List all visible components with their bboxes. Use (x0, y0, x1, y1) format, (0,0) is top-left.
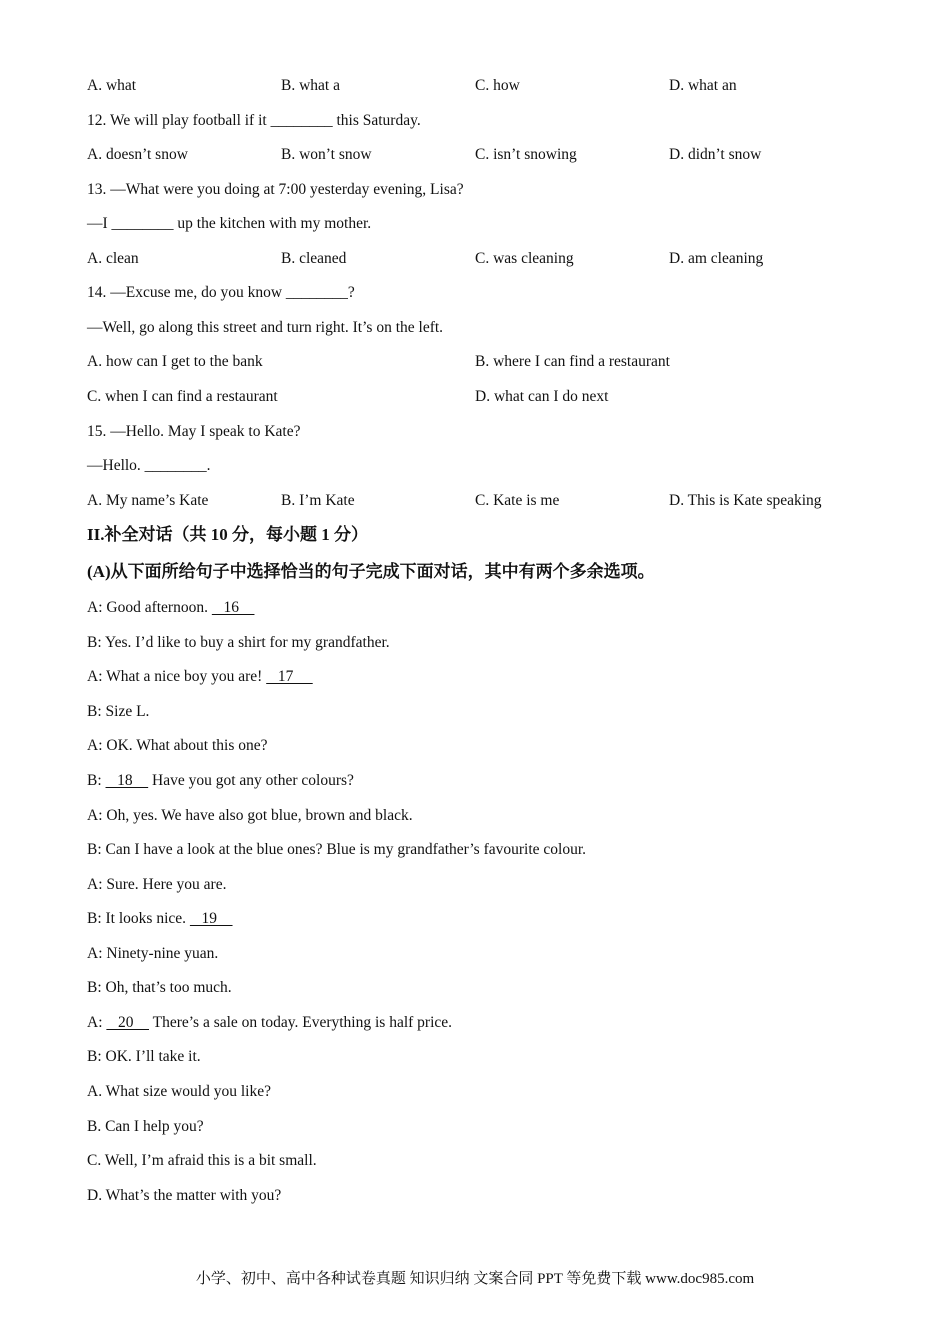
option-c: C. Kate is me (475, 492, 560, 509)
dialogue-line-10: B: It looks nice. 19 (87, 910, 233, 927)
dialogue-line-5: A: OK. What about this one? (87, 737, 268, 754)
option-b: B. won’t snow (281, 146, 372, 163)
dialogue-line-13: A: 20 There’s a sale on today. Everything is half price. (87, 1014, 453, 1031)
blank-20: 20 (106, 1014, 149, 1031)
option-b: B. where I can find a restaurant (475, 353, 670, 370)
option-a: A. doesn’t snow (87, 146, 188, 163)
choice-c: C. Well, I’m afraid this is a bit small. (87, 1152, 317, 1169)
q14-stem: 14. —Excuse me, do you know ________? (87, 284, 355, 301)
dialogue-line-12: B: Oh, that’s too much. (87, 979, 232, 996)
dialogue-line-4: B: Size L. (87, 703, 150, 720)
section-heading: II.补全对话（共 10 分，每小题 1 分） (87, 525, 368, 544)
option-a: A. what (87, 77, 137, 94)
q14-options-row2 (87, 387, 887, 407)
q15-stem: 15. —Hello. May I speak to Kate? (87, 423, 301, 440)
option-a: A. how can I get to the bank (87, 353, 263, 370)
q12-stem: 12. We will play football if it ________ this Saturday. (87, 112, 421, 129)
q12-options (87, 145, 887, 165)
option-b: B. what a (281, 77, 340, 94)
option-c: C. how (475, 77, 520, 94)
option-a: A. My name’s Kate (87, 492, 209, 509)
q13-options (87, 249, 887, 269)
q13-stem: 13. —What were you doing at 7:00 yesterday evening, Lisa? (87, 181, 464, 198)
dialogue-line-3: A: What a nice boy you are! 17 (87, 668, 313, 685)
dialogue-line-11: A: Ninety-nine yuan. (87, 945, 219, 962)
option-d: D. didn’t snow (669, 146, 762, 163)
q13-reply: —I ________ up the kitchen with my mother. (87, 215, 372, 232)
option-d: D. This is Kate speaking (669, 492, 822, 509)
option-d: D. what an (669, 77, 737, 94)
section-subheading: (A)从下面所给句子中选择恰当的句子完成下面对话，其中有两个多余选项。 (87, 562, 655, 581)
q15-options (87, 491, 887, 511)
dialogue-line-8: B: Can I have a look at the blue ones? Blue is my grandfather’s favourite colour. (87, 841, 587, 858)
q11-options (87, 76, 887, 96)
dialogue-line-6: B: 18 Have you got any other colours? (87, 772, 354, 789)
option-d: D. am cleaning (669, 250, 764, 267)
blank-16: 16 (211, 599, 255, 616)
option-c: C. was cleaning (475, 250, 574, 267)
choice-b: B. Can I help you? (87, 1118, 204, 1135)
option-b: B. I’m Kate (281, 492, 355, 509)
option-a: A. clean (87, 250, 139, 267)
blank-19: 19 (189, 910, 233, 927)
page-footer: 小学、初中、高中各种试卷真题 知识归纳 文案合同 PPT 等免费下载 www.doc985.com (195, 1271, 755, 1287)
dialogue-line-7: A: Oh, yes. We have also got blue, brown and black. (87, 807, 413, 824)
blank-17: 17 (266, 668, 313, 685)
q14-options-row1 (87, 352, 887, 372)
choice-a: A. What size would you like? (87, 1083, 271, 1100)
dialogue-line-2: B: Yes. I’d like to buy a shirt for my grandfather. (87, 634, 390, 651)
dialogue-line-1: A: Good afternoon. 16 (87, 599, 255, 616)
q14-reply: —Well, go along this street and turn right. It’s on the left. (87, 319, 444, 336)
option-c: C. isn’t snowing (475, 146, 577, 163)
option-b: B. cleaned (281, 250, 347, 267)
blank-18: 18 (105, 772, 149, 789)
dialogue-line-14: B: OK. I’ll take it. (87, 1048, 201, 1065)
option-d: D. what can I do next (475, 388, 609, 405)
option-c: C. when I can find a restaurant (87, 388, 278, 405)
q15-reply: —Hello. ________. (87, 457, 211, 474)
choice-d: D. What’s the matter with you? (87, 1187, 282, 1204)
dialogue-line-9: A: Sure. Here you are. (87, 876, 227, 893)
